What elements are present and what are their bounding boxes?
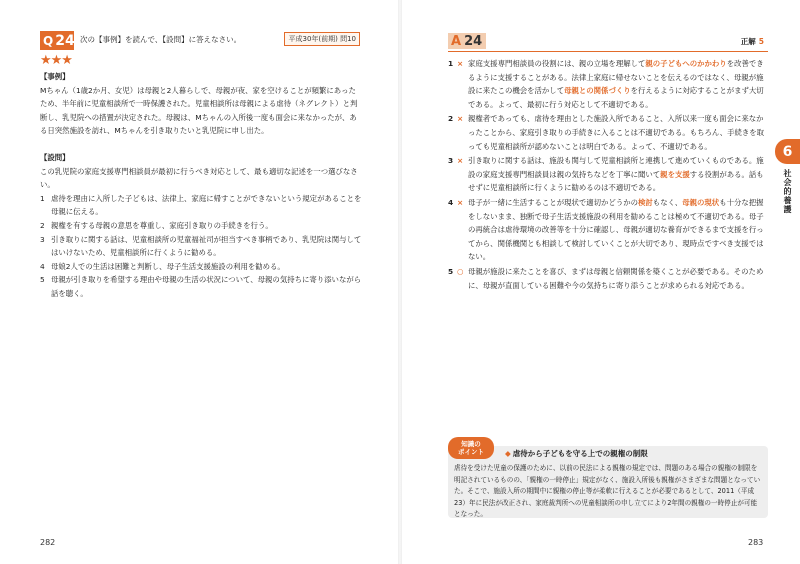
difficulty-stars: ★★★ [40, 53, 72, 68]
explanation-text [468, 196, 766, 264]
explanation-text [468, 265, 766, 292]
choice-number: 5 [40, 275, 45, 285]
choice-number: 4 [40, 261, 45, 271]
explanation-segment: 家庭支援専門相談員の役割には、親の立場を理解して [468, 59, 646, 68]
explanation-item [448, 265, 766, 292]
chapter-label: 社会的養護 [783, 169, 792, 214]
correct-answer [741, 36, 764, 47]
explanation-text [468, 57, 766, 111]
choice-number: 2 [40, 220, 45, 230]
question-header [40, 31, 360, 51]
question-label: 【設問】 [40, 152, 70, 162]
case-text: Mちゃん（1歳2か月、女児）は母親と2人暮らしで、母親が夜、家を空けることが頻繁にあったため、半年前に児童相談所で一時保護された。児童相談所は母親による虐待（ネグレクト）と判断し、乳児院への措置が決定された。母親は、Mちゃんの入所後一度も面会に来なかったが、ある日突然施設を訪れ、Mちゃんを引き取りたいと乳児院に申し出た。 [40, 85, 358, 136]
explanation-segment: 親権者であっても、虐待を理由とした施設入所であること、入所以来一度も面会に来なかったことから、家庭引き取りの手続きに入ることは不適切である。もちろん、手続きを取っても児童相談所が認めないことは明白である。よって、不適切である。 [468, 114, 765, 151]
page-number-left: 282 [40, 538, 56, 547]
explanation-mark: × [457, 114, 464, 124]
choice-text: 引き取りに関する話は、児童相談所の児童福祉司が担当すべき事柄であり、乳児院は関与してはいけないため、児童相談所に行くように勧める。 [51, 234, 362, 258]
point-icon-line1: 知識の [461, 440, 481, 448]
choice-item [40, 192, 362, 219]
choice-text: 親権を有する母親の意思を尊重し、家庭引き取りの手続きを行う。 [51, 220, 273, 230]
explanation-mark: ○ [457, 266, 464, 276]
answer-header [448, 33, 768, 52]
highlight-text: 母親との関係づくり [564, 86, 631, 96]
point-text: 虐待を受けた児童の保護のために、以前の民法による親権の規定では、問題のある場合の親権の制限を明記されているものの、「親権の一時停止」規定がなく、施設入所後も親権がさまざまな問題となっていた。そこで、施設入所の期間中に親権の停止等が柔軟に行えることが必要であるとして、2011（平成23）年に民法が改正され、家庭裁判所への児童相談所の申し立てにより2年間の親権の一時停止が可能となった。 [454, 464, 761, 519]
answer-number: 24 [464, 33, 483, 49]
highlight-text: 検討 [638, 197, 653, 207]
explanation-item [448, 196, 766, 264]
answer-badge [448, 33, 486, 49]
explanation-item [448, 112, 766, 153]
question-number: 24 [55, 32, 75, 49]
explanation-list [448, 57, 766, 293]
explanation-mark: × [457, 197, 464, 207]
point-icon [448, 437, 494, 459]
explanation-segment: する役割がある。話もせずに児童相談所に行くように勧めるのは不適切である。 [468, 169, 764, 193]
choice-item [40, 219, 362, 233]
explanation-mark: × [457, 156, 464, 166]
highlight-text: 親を支援 [660, 169, 690, 179]
explanation-segment: 引き取りに関する話は、施設も関与して児童相談所と連携して進めていくものである。施設の家庭支援専門相談員は親の気持ちなどを丁寧に聞いて [468, 156, 764, 179]
question-badge [40, 31, 74, 50]
explanation-segment: 母子が一緒に生活することが現状で適切かどうかの [468, 197, 638, 207]
explanation-number: 1 [448, 59, 454, 68]
question-text: この乳児院の家庭支援専門相談員が最初に行うべき対応として、最も適切な記述を一つ選びなさい。 [40, 166, 358, 190]
answer-letter: A [451, 33, 462, 49]
choice-item [40, 233, 362, 260]
diamond-icon: ◆ [505, 449, 511, 458]
explanation-number: 4 [448, 197, 454, 207]
case-label: 【事例】 [40, 72, 70, 81]
book-gutter [398, 0, 402, 564]
explanation-number: 2 [448, 114, 454, 124]
question-source: 平成30年(前期) 問10 [284, 32, 360, 46]
choice-text: 虐待を理由に入所した子どもは、法律上、家庭に帰すことができないという規定があることを母親に伝える。 [51, 193, 362, 217]
explanation-segment: も十分な把握をしないまま、独断で母子生活支援施設の利用を勧めることは極めて不適切である。母子の再統合は虐待環境の改善等を十分に確認し、母親が適切な養育ができるまで支援を行ってから、関係機関とも相談して検討していくことが大切であり、現時点ですべき支援ではない。 [468, 197, 764, 262]
choice-text: 母親が引き取りを希望する理由や母親の生活の状況について、母親の気持ちに寄り添いながら話を聴く。 [51, 275, 362, 298]
point-icon-line2: ポイント [458, 448, 484, 456]
highlight-text: 親の子どもへのかかわり [645, 59, 727, 68]
question-letter: Q [43, 33, 54, 48]
explanation-mark: × [457, 59, 464, 68]
choice-list [40, 192, 362, 301]
question-body [40, 70, 362, 301]
explanation-item [448, 57, 766, 111]
explanation-number: 5 [448, 266, 454, 276]
choice-text: 母娘2人での生活は困難と判断し、母子生活支援施設の利用を勧める。 [51, 261, 285, 271]
point-title-text: 虐待から子どもを守る上での親権の制限 [512, 449, 648, 458]
page-number-right: 283 [748, 538, 764, 547]
explanation-segment: 母親が施設に来たことを喜び、まずは母親と信頼関係を築くことが必要である。そのために、母親が直面している困難や今の気持ちに寄り添うことが求められる対応である。 [468, 266, 764, 290]
explanation-segment: を改善できるように支援することがある。法律上家庭に帰せないことを伝えるのではなく、母親が施設に来たこの機会を活かして [468, 59, 764, 96]
chapter-tab [775, 139, 800, 269]
correct-label: 正解 [740, 37, 756, 46]
explanation-number: 3 [448, 156, 454, 166]
choice-number: 3 [40, 234, 45, 244]
explanation-item [448, 154, 766, 195]
chapter-number: 6 [775, 139, 800, 164]
question-instruction: 次の【事例】を読んで、【設問】に答えなさい。 [80, 35, 242, 44]
choice-number: 1 [40, 193, 45, 203]
explanation-segment: を行えるように対応することがまず大切である。よって、最初に行う対応として不適切である。 [468, 86, 764, 109]
explanation-segment: もなく、 [652, 197, 683, 207]
point-title [505, 448, 648, 459]
correct-value: 5 [758, 37, 764, 46]
choice-item [40, 260, 362, 274]
explanation-text [468, 112, 766, 153]
explanation-text [468, 154, 766, 195]
highlight-text: 母親の現状 [682, 197, 720, 207]
choice-item [40, 273, 362, 300]
